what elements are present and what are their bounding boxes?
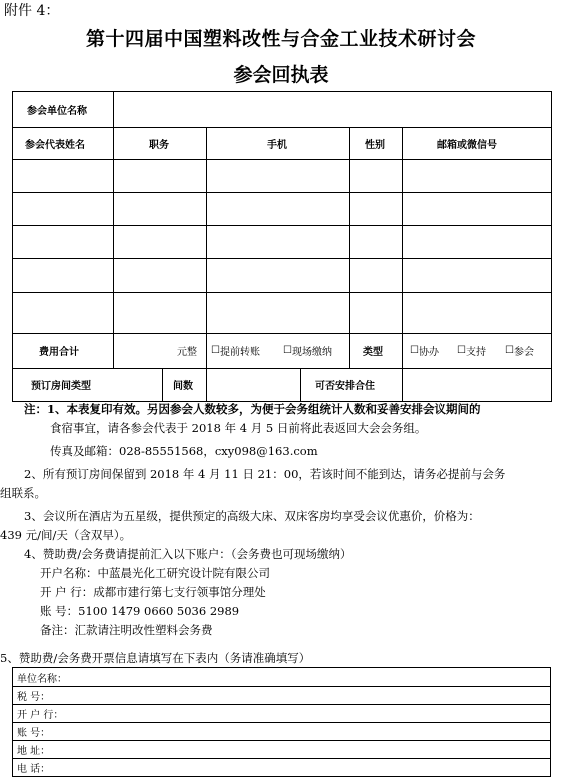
type-option-attend[interactable] [505,333,534,368]
checkbox-icon[interactable]: ☐ [211,345,220,356]
col-divider [402,333,403,368]
col-header-gender: 性别 [365,139,385,151]
col-divider [300,368,301,401]
col-divider [162,368,163,401]
row-divider [13,704,550,705]
col-divider [349,333,350,368]
col-divider [349,127,350,333]
room-type-label: 预订房间类型 [31,381,91,392]
col-divider [206,333,207,368]
note-line: 439 元/间/天（含双早）。 [0,528,132,542]
note-line: 5、赞助费/会务费开票信息请填写在下表内（务请准确填写） [0,651,311,665]
row-divider [13,758,550,759]
row-divider [13,258,551,259]
col-divider [113,333,114,368]
registration-form-table [12,91,552,402]
payment-option-label: 提前转账 [219,347,260,358]
note-line: 传真及邮箱：028-85551568，cxy098@163.com [50,444,318,458]
note-line: 备注：汇款请注明改性塑料会务费 [40,623,213,637]
row-divider [13,292,551,293]
unit-name-field[interactable] [114,92,550,127]
type-option-label: 参会 [513,347,534,358]
invoice-phone-field[interactable]: 电 话： [17,764,51,775]
type-label: 类型 [363,347,383,358]
row-divider [13,686,550,687]
note-line: 食宿事宜，请各参会代表于 2018 年 4 月 5 日前将此表返回大会会务组。 [50,421,427,435]
col-header-rep-name: 参会代表姓名 [25,139,85,151]
row-divider [13,225,551,226]
col-divider [206,368,207,401]
note-line: 2、所有预订房间保留到 2018 年 4 月 11 日 21：00，若该时间不能到达，请务必提前与会务 [24,467,506,481]
type-option-label: 支持 [465,347,486,358]
row-divider [13,192,551,193]
col-header-email: 邮箱或微信号 [437,139,497,151]
type-option-co[interactable] [410,333,439,368]
unit-name-label: 参会单位名称 [27,106,87,117]
row-divider [13,740,550,741]
note-line: 3、会议所在酒店为五星级，提供预定的高级大床、双床客房均享受会议优惠价，价格为： [24,509,480,523]
col-divider [402,368,403,401]
invoice-account-field[interactable]: 账 号： [17,728,51,739]
checkbox-icon[interactable]: ☐ [283,345,292,356]
invoice-unit-name-field[interactable]: 单位名称： [17,674,67,685]
note-line: 4、赞助费/会务费请提前汇入以下账户：（会务费也可现场缴纳） [24,547,352,561]
form-title: 参会回执表 [233,64,329,86]
note-line: 组联系。 [0,486,46,500]
checkbox-icon[interactable]: ☐ [457,345,466,356]
note-line: 开 户 行：成都市建行第七支行领事馆分理处 [40,585,266,599]
row-divider [13,368,551,369]
col-divider [206,127,207,333]
payment-option-onsite[interactable] [283,333,332,368]
fee-total-label: 费用合计 [39,347,79,358]
checkbox-icon[interactable]: ☐ [505,345,514,356]
note-line: 账 号：5100 1479 0660 5036 2989 [40,604,240,618]
row-divider [13,722,550,723]
payment-option-label: 现场缴纳 [291,347,332,358]
document-title: 第十四届中国塑料改性与合金工业技术研讨会 [85,28,476,50]
row-divider [13,159,551,160]
invoice-info-table [12,667,551,777]
room-count-label: 间数 [173,381,193,392]
checkbox-icon[interactable]: ☐ [410,345,419,356]
fee-unit-label: 元整 [177,347,197,358]
note-line: 开户名称：中蓝晨光化工研究设计院有限公司 [40,566,270,580]
invoice-address-field[interactable]: 地 址： [17,746,51,757]
note-line: 注：1、本表复印有效。另因参会人数较多，为便于会务组统计人数和妥善安排会议期间的 [24,402,481,416]
invoice-bank-field[interactable]: 开 户 行： [17,710,64,721]
col-divider [402,127,403,333]
attachment-label: 附件 4： [4,3,60,19]
type-option-support[interactable] [457,333,486,368]
payment-option-prepay[interactable] [211,333,260,368]
col-header-position: 职务 [149,139,169,151]
share-room-label: 可否安排合住 [315,381,375,392]
type-option-label: 协办 [418,347,439,358]
invoice-tax-number-field[interactable]: 税 号： [17,692,51,703]
col-header-mobile: 手机 [267,139,287,151]
col-divider [113,127,114,333]
